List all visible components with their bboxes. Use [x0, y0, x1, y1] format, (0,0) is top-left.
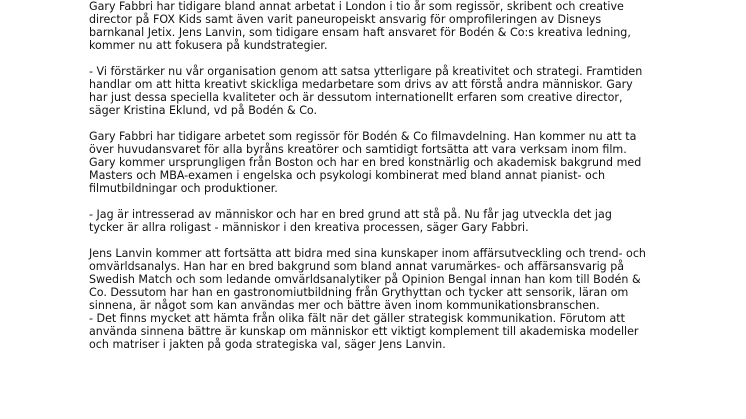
- paragraph-eklund-quote: - Vi förstärker nu vår organisation genom att satsa ytterligare på kreativitet och strategi. Framtiden handlar om att hitta kreativt skickliga medarbetare som drivs av att förstå andra människor. Gary har just dessa speciella kvaliteter och är dessutom internationellt erfaren som creative director, säger Kristina Eklund, vd på Bodén & Co.: [89, 65, 643, 117]
- paragraph-lanvin-background: Jens Lanvin kommer att fortsätta att bidra med sina kunskaper inom affärsutveckling och trend- och omvärldsanalys. Han har en bred bakgrund som bland annat varumärkes- och affärsansvarig på Swedish Match och som ledande omvärldsanalytiker på Opinion Bengal innan han kom till Bodén & Co. Dessutom har han en gastronomiutbildning från Grythyttan och tycker att sensorik, läran om sinnena, är något som kan användas mer och bättre även inom kommunikationsbranschen.: [89, 247, 646, 312]
- paragraph-lanvin-quote: - Det finns mycket att hämta från olika fält när det gäller strategisk kommunikation. Förutom att använda sinnena bättre är kunskap om människor ett viktigt komplement till akademiska modeller och matriser i jakten på goda strategiska val, säger Jens Lanvin.: [89, 312, 639, 351]
- paragraph-fabbri-background: Gary Fabbri har tidigare bland annat arbetat i London i tio år som regissör, skribent och creative director på FOX Kids samt även varit paneuropeiskt ansvarig för omprofileringen av Disneys barnkanal Jetix. Jens Lanvin, som tidigare ensam haft ansvaret för Bodén & Co:s kreativa ledning, kommer nu att fokusera på kundstrategier.: [89, 0, 631, 52]
- paragraph-fabbri-role: Gary Fabbri har tidigare arbetet som regissör för Bodén & Co filmavdelning. Han kommer nu att ta över huvudansvaret för alla byråns kreatörer och samtidigt fortsätta att vara verksam inom film. Gary kommer ursprungligen från Boston och har en bred konstnärlig och akademisk bakgrund med Masters och MBA-examen i engelska och psykologi kombinerat med bland annat pianist- och filmutbildningar och produktioner.: [89, 130, 642, 195]
- paragraph-fabbri-quote: - Jag är intresserad av människor och har en bred grund att stå på. Nu får jag utveckla det jag tycker är allra roligast - människor i den kreativa processen, säger Gary Fabbri.: [89, 208, 612, 234]
- press-release-body: [89, 0, 729, 364]
